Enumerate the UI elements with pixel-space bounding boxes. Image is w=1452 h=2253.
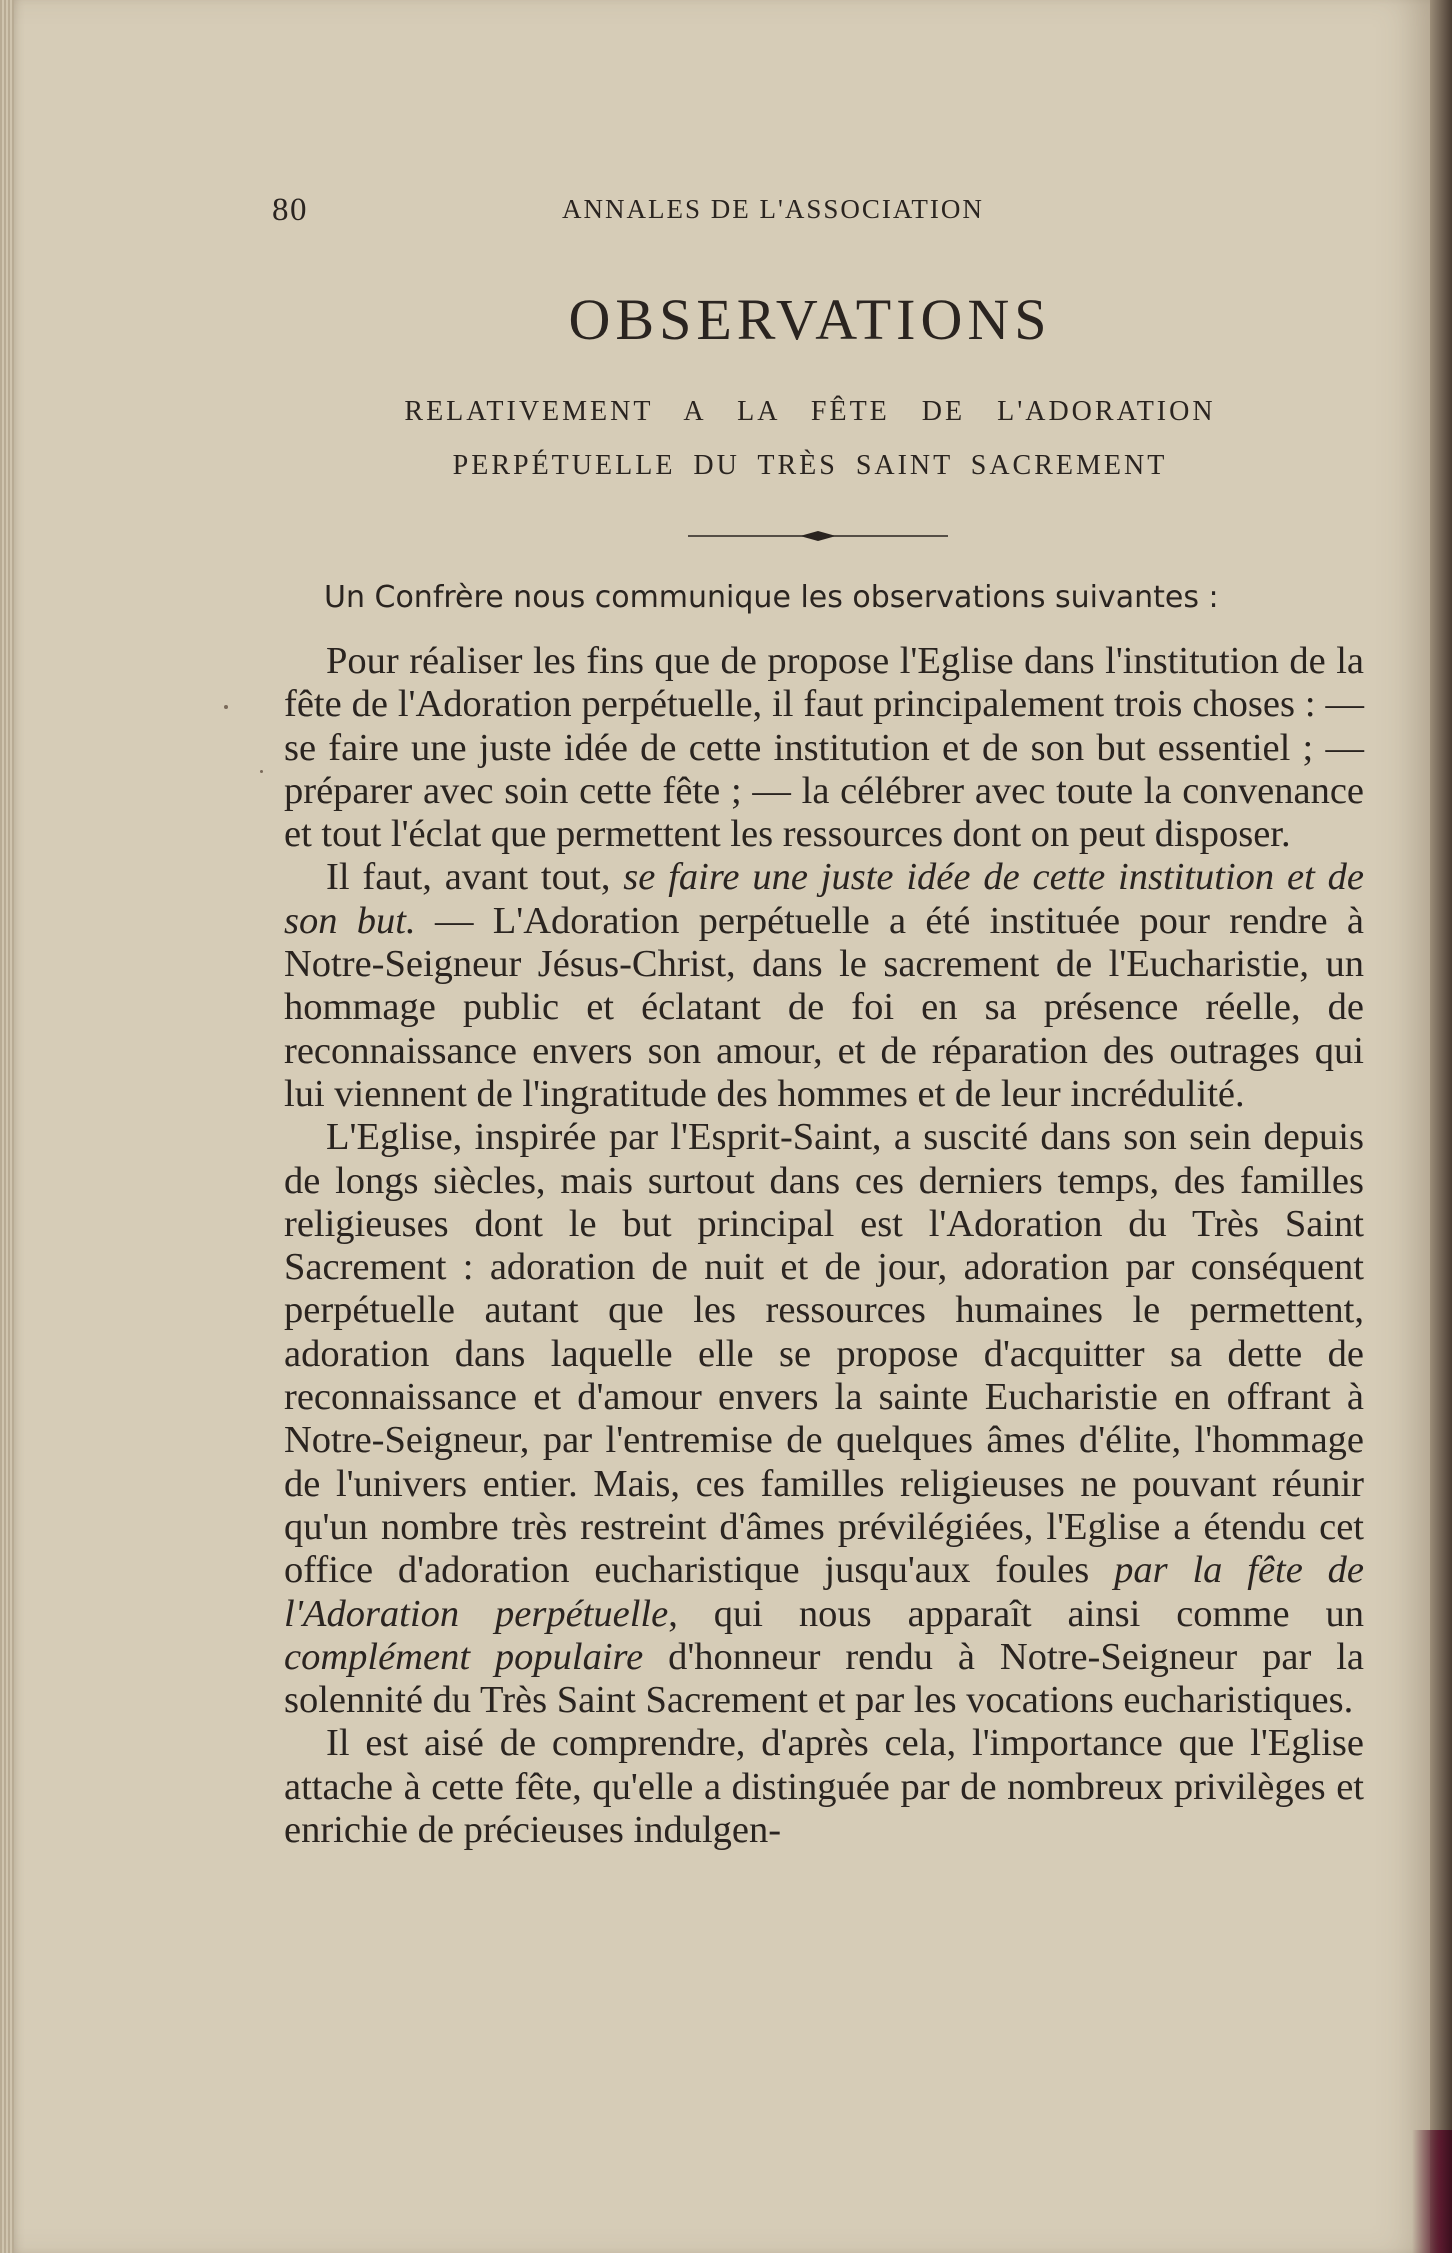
subtitle-line-2: PERPÉTUELLE DU TRÈS SAINT SACREMENT [452,450,1168,481]
paragraph-1: Pour réaliser les fins que de propose l'Eglise dans l'institution de la fête de l'Adoration perpétuelle, il faut principalement trois choses : — se faire une juste idée de cette institution et de son but essentiel ; — préparer avec soin cette fête ; — la célébrer avec toute la convenance et tout l'éclat que permettent les ressources dont on peut disposer. [284,640,1364,856]
p3-italic-1: par la fête de l'Adoration perpétuelle [284,1549,1364,1635]
paper-speck [224,705,228,709]
paragraph-2 [284,856,1364,1116]
p3-text-c: d'honneur rendu à Notre-Seigneur par la solennité du Très Saint Sacrement et par les vocations eucharistiques. [284,1635,1364,1722]
ornament-divider [688,526,948,546]
p3-italic-2: complément populaire [284,1635,644,1678]
paragraph-4: Il est aisé de comprendre, d'après cela, l'importance que l'Eglise attache à cette fête, qu'elle a distinguée par de nombreux privilèges et enrichie de précieuses indulgen- [284,1722,1364,1852]
paragraph-3 [284,1116,1364,1722]
p2-italic: se faire une juste idée de cette institution et de son but. [284,856,1365,942]
page-header [272,192,1348,232]
p3-text-a: L'Eglise, inspirée par l'Esprit-Saint, a suscité dans son sein depuis de longs siècles, mais surtout dans ces derniers temps, des familles religieuses dont le but principal est l'Adoration du Très Saint Sacrement : adoration de nuit et de jour, adoration par conséquent perpétuelle autant que les ressources humaines le permettent, adoration dans laquelle elle se propose d'acquitter sa dette de reconnaissance et d'amour envers la sainte Eucharistie en offrant à Notre-Seigneur, par l'entremise de quelques âmes d'élite, l'hommage de l'univers entier. Mais, ces familles religieuses ne pouvant réunir qu'un nombre très restreint d'âmes prévilégiées, l'Eglise a étendu cet office d'adoration eucharistique jusqu'aux foules [284,1116,1364,1592]
page-number: 80 [272,192,308,228]
book-spine-edge [1430,0,1452,2253]
subtitle-line-1: RELATIVEMENT A LA FÊTE DE L'ADORATION [404,396,1216,427]
intro-line: Un Confrère nous communique les observations suivantes : [324,580,1219,615]
article-body [284,640,1364,1852]
p2-text-start: Il faut, avant tout, [326,856,624,899]
paper-speck [260,770,263,773]
book-cover-edge [1412,2130,1452,2253]
book-page [14,0,1430,2253]
p2-text-end: — L'Adoration perpétuelle a été instituée pour rendre à Notre-Seigneur Jésus-Christ, dans le sacrement de l'Eucharistie, un hommage public et éclatant de foi en sa présence réelle, de reconnaissance envers son amour, et de réparation des outrages qui lui viennent de l'ingratitude des hommes et de leur incrédulité. [284,899,1364,1115]
running-title: ANNALES DE L'ASSOCIATION [562,194,984,224]
article-title: OBSERVATIONS [568,287,1052,352]
p3-text-b: , qui nous apparaît ainsi comme un [668,1592,1364,1635]
page-stack-edge [0,0,14,2253]
